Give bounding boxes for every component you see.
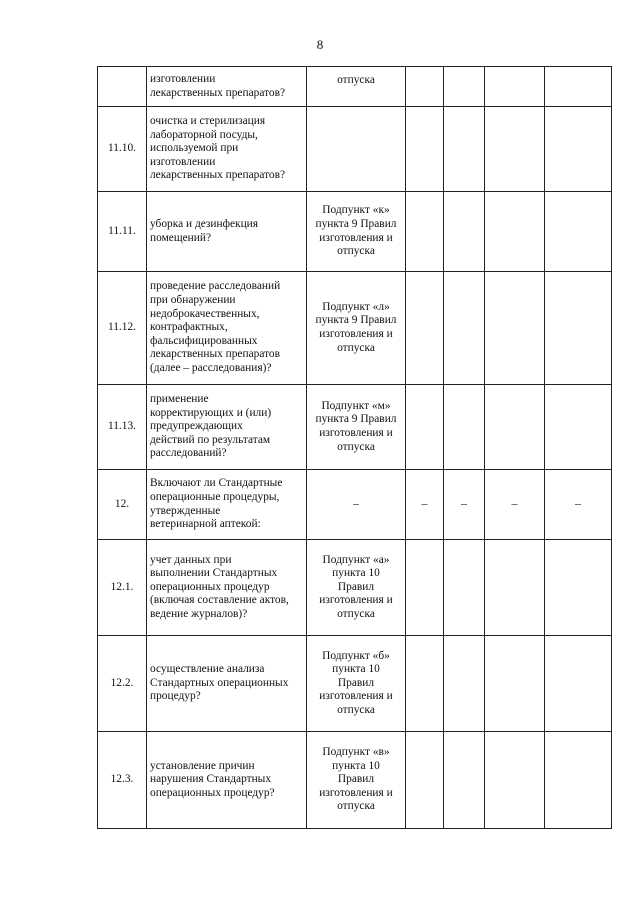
answer-cell (485, 272, 545, 385)
answer-cell (545, 540, 612, 636)
question-line: изготовлении (150, 155, 216, 168)
question-line: уборка и дезинфекция (150, 217, 259, 230)
page-number: 8 (316, 37, 324, 52)
question-line: утвержденные (150, 504, 221, 517)
question-line: (включая составление актов, (150, 594, 289, 607)
answer-cell (444, 732, 485, 829)
answer-cell (545, 67, 612, 107)
question-cell (147, 540, 307, 636)
question-cell (147, 192, 307, 272)
question-line: недоброкачественных, (150, 307, 260, 320)
answer-cell (545, 385, 612, 470)
legal-basis-line: Правил (337, 773, 375, 786)
legal-basis-line: пункта 10 (332, 567, 380, 580)
table-row (98, 470, 612, 540)
answer-mark: – (511, 496, 518, 511)
question-line: выполнении Стандартных (150, 567, 278, 580)
legal-basis-cell (307, 107, 406, 192)
legal-basis-line: – (353, 497, 359, 510)
answer-mark: – (575, 496, 581, 511)
legal-basis-line: изготовления и (319, 786, 393, 799)
question-line: Включают ли Стандартные (150, 477, 283, 490)
question-line: изготовлении (150, 72, 216, 85)
question-line: процедур? (150, 690, 201, 703)
legal-basis-cell (307, 385, 406, 470)
legal-basis-line: Подпункт «л» (322, 300, 390, 313)
legal-basis-line: изготовления и (319, 594, 393, 607)
question-line: Стандартных операционных (150, 676, 289, 689)
legal-basis-line: Правил (337, 580, 375, 593)
legal-basis-cell (307, 540, 406, 636)
question-line: установление причин (150, 759, 255, 772)
legal-basis-line: пункта 10 (332, 759, 380, 772)
row-number-cell: 11.10. (98, 107, 147, 192)
legal-basis-line: изготовления и (319, 690, 393, 703)
legal-basis-line: пункта 9 Правил (315, 217, 397, 230)
row-number-cell: 12.1. (98, 540, 147, 636)
question-cell (147, 272, 307, 385)
answer-cell (485, 470, 545, 540)
question-line: лекарственных препаратов (150, 348, 280, 361)
legal-basis-cell (307, 470, 406, 540)
question-line: осуществление анализа (150, 663, 265, 676)
legal-basis-line: отпуска (337, 74, 375, 86)
table-row (98, 385, 612, 470)
answer-cell (406, 107, 444, 192)
question-cell (147, 107, 307, 192)
answer-cell (444, 107, 485, 192)
answer-mark: – (421, 496, 428, 511)
table-row (98, 540, 612, 636)
answer-cell (444, 540, 485, 636)
legal-basis-cell (307, 67, 406, 107)
legal-basis-line: отпуска (337, 703, 375, 716)
answer-cell (485, 107, 545, 192)
row-number-cell: 12.3. (98, 732, 147, 829)
legal-basis-line: Подпункт «м» (321, 399, 391, 412)
answer-cell (545, 470, 612, 540)
question-line: применение (150, 393, 209, 406)
question-line: нарушения Стандартных (150, 773, 272, 786)
legal-basis-line: изготовления и (319, 231, 393, 244)
legal-basis-line: отпуска (337, 440, 375, 453)
answer-cell (485, 67, 545, 107)
question-line: лабораторной посуды, (150, 128, 258, 141)
legal-basis-cell (307, 272, 406, 385)
legal-basis-cell (307, 192, 406, 272)
legal-basis-cell (307, 732, 406, 829)
answer-cell (444, 192, 485, 272)
question-line: проведение расследований (150, 280, 281, 293)
table-row (98, 67, 612, 107)
legal-basis-line: отпуска (337, 607, 375, 620)
answer-cell (485, 636, 545, 732)
table-row (98, 107, 612, 192)
answer-cell (545, 636, 612, 732)
question-line: предупреждающих (150, 420, 243, 433)
answer-cell (406, 732, 444, 829)
legal-basis-line: пункта 9 Правил (315, 413, 397, 426)
answer-cell (444, 272, 485, 385)
answer-cell (406, 636, 444, 732)
row-number-cell (98, 67, 147, 107)
answer-cell (444, 636, 485, 732)
legal-basis-line: отпуска (337, 800, 375, 813)
question-line: лекарственных препаратов? (150, 169, 286, 182)
legal-basis-line: Подпункт «в» (322, 746, 390, 759)
table-row (98, 636, 612, 732)
row-number-cell: 12. (98, 470, 147, 540)
answer-cell (545, 192, 612, 272)
legal-basis-line: Подпункт «к» (322, 204, 390, 217)
question-cell (147, 385, 307, 470)
answer-cell (545, 107, 612, 192)
legal-basis-line: пункта 9 Правил (315, 314, 397, 327)
row-number-cell: 11.12. (98, 272, 147, 385)
answer-cell (545, 732, 612, 829)
legal-basis-line: Правил (337, 676, 375, 689)
answer-cell (406, 67, 444, 107)
answer-mark: – (461, 496, 467, 511)
legal-basis-line: отпуска (337, 341, 375, 354)
row-number-cell: 12.2. (98, 636, 147, 732)
answer-cell (485, 385, 545, 470)
answer-cell (406, 272, 444, 385)
question-line: корректирующих и (или) (150, 406, 272, 419)
question-line: фальсифицированных (150, 334, 258, 347)
answer-cell (406, 540, 444, 636)
question-line: операционных процедур (150, 580, 270, 593)
question-line: расследований? (150, 447, 227, 460)
question-cell (147, 732, 307, 829)
legal-basis-cell (307, 636, 406, 732)
question-line: учет данных при (150, 553, 232, 566)
answer-cell (406, 192, 444, 272)
question-line: при обнаружении (150, 294, 236, 307)
answer-cell (406, 470, 444, 540)
checklist-table (97, 66, 612, 829)
question-line: операционных процедур? (150, 786, 275, 799)
legal-basis-line: Подпункт «а» (322, 553, 390, 566)
question-line: действий по результатам (150, 433, 271, 446)
question-cell (147, 470, 307, 540)
question-cell (147, 636, 307, 732)
answer-cell (444, 385, 485, 470)
table-row (98, 732, 612, 829)
question-line: помещений? (150, 231, 212, 244)
row-number-cell: 11.13. (98, 385, 147, 470)
legal-basis-line: изготовления и (319, 427, 393, 439)
row-number-cell: 11.11. (98, 192, 147, 272)
question-line: контрафактных, (150, 321, 228, 334)
legal-basis-line: отпуска (337, 245, 375, 258)
question-line: ветеринарной аптекой: (150, 518, 261, 531)
question-line: операционные процедуры, (150, 490, 280, 503)
legal-basis-line: Подпункт «б» (322, 649, 390, 662)
answer-cell (406, 385, 444, 470)
table-row (98, 192, 612, 272)
question-line: очистка и стерилизация (150, 115, 266, 128)
question-line: используемой при (150, 142, 239, 155)
answer-cell (485, 192, 545, 272)
legal-basis-line: пункта 10 (332, 663, 380, 676)
table-row (98, 272, 612, 385)
question-line: лекарственных препаратов? (150, 86, 286, 99)
question-cell (147, 67, 307, 107)
question-line: ведение журналов)? (150, 607, 248, 620)
answer-cell (545, 272, 612, 385)
answer-cell (485, 540, 545, 636)
question-line: (далее – расследования)? (150, 361, 272, 374)
answer-cell (485, 732, 545, 829)
answer-cell (444, 470, 485, 540)
legal-basis-line: изготовления и (319, 328, 393, 340)
answer-cell (444, 67, 485, 107)
